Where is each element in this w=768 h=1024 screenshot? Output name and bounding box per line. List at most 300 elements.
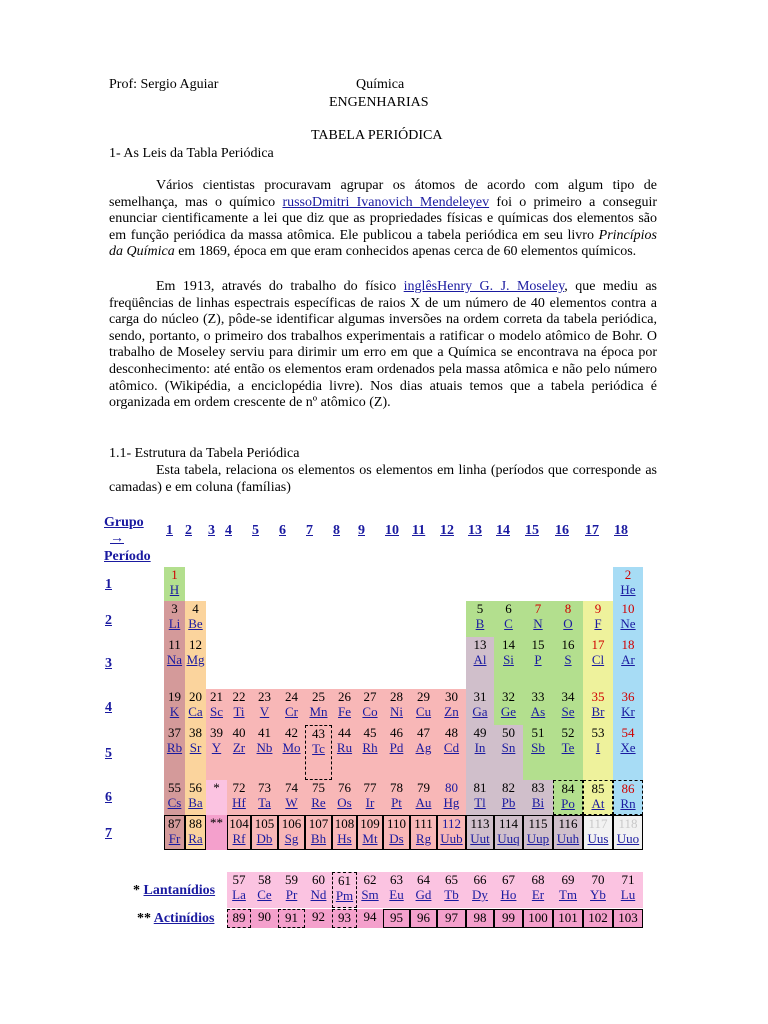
element-cell[interactable]	[613, 689, 643, 725]
element-cell[interactable]	[206, 815, 227, 850]
element-cell[interactable]	[305, 725, 332, 780]
element-cell[interactable]	[206, 725, 227, 780]
group-14-link[interactable]: 14	[496, 523, 510, 538]
actinide-cell[interactable]	[383, 909, 410, 928]
element-cell[interactable]	[305, 780, 332, 815]
element-symbol[interactable]: Hs	[337, 831, 352, 846]
atomic-number: 54	[621, 725, 635, 740]
element-symbol[interactable]: Dy	[472, 887, 488, 902]
element-symbol[interactable]: Po	[561, 796, 575, 811]
element-symbol[interactable]: Si	[503, 652, 514, 667]
atomic-number: 9	[594, 601, 602, 616]
atomic-number: 92	[312, 909, 325, 924]
atomic-number: 81	[473, 780, 487, 795]
element-cell[interactable]	[523, 689, 553, 725]
element-symbol[interactable]: I	[595, 740, 601, 755]
element-cell[interactable]	[278, 725, 305, 780]
element-cell[interactable]	[523, 780, 553, 815]
actinide-cell[interactable]	[494, 909, 523, 928]
element-symbol[interactable]: Hg	[443, 795, 460, 810]
element-cell[interactable]	[553, 689, 583, 725]
element-symbol[interactable]: Uup	[526, 831, 550, 846]
actinide-cell[interactable]	[278, 909, 305, 928]
atomic-number: 15	[531, 637, 545, 652]
element-cell[interactable]	[251, 725, 278, 780]
element-symbol[interactable]: Sm	[361, 887, 379, 902]
lanthanide-cell[interactable]	[251, 872, 278, 908]
element-symbol[interactable]: Ir	[365, 795, 375, 810]
element-cell[interactable]	[613, 780, 643, 815]
element-symbol[interactable]: Rf	[232, 831, 246, 846]
arrow-link[interactable]: →	[110, 531, 124, 546]
element-symbol[interactable]: Al	[473, 652, 487, 667]
element-symbol[interactable]: Cr	[285, 704, 298, 719]
element-cell[interactable]	[278, 815, 305, 850]
element-cell[interactable]	[305, 689, 332, 725]
atomic-number: 103	[618, 910, 638, 925]
group-15-link[interactable]: 15	[525, 523, 539, 538]
element-cell[interactable]	[305, 815, 332, 850]
element-symbol[interactable]: B	[475, 616, 485, 631]
group-5-link[interactable]: 5	[252, 523, 259, 538]
element-cell[interactable]	[164, 780, 185, 815]
element-symbol[interactable]: V	[259, 704, 270, 719]
element-symbol[interactable]: Fe	[338, 704, 351, 719]
actinide-cell[interactable]	[227, 909, 251, 928]
element-cell[interactable]	[206, 689, 227, 725]
atomic-number: 96	[417, 910, 430, 925]
element-symbol[interactable]: Ta	[258, 795, 271, 810]
atomic-number: 77	[363, 780, 377, 795]
element-symbol[interactable]: P	[534, 652, 542, 667]
element-cell[interactable]	[613, 601, 643, 637]
element-cell[interactable]	[494, 725, 523, 780]
lanthanide-cell[interactable]	[227, 872, 251, 908]
element-cell[interactable]	[227, 815, 251, 850]
element-symbol[interactable]: Mt	[362, 831, 378, 846]
atomic-number: 25	[312, 689, 325, 704]
element-symbol[interactable]: Sn	[501, 740, 516, 755]
element-symbol[interactable]: Pb	[501, 795, 516, 810]
atomic-number: 90	[258, 909, 271, 924]
element-symbol[interactable]: Li	[168, 616, 181, 631]
paragraph-structure: Esta tabela, relaciona os elementos os elementos em linha (períodos que corresponde as camadas) e em coluna (famílias)	[109, 463, 657, 495]
element-symbol[interactable]: C	[504, 616, 513, 631]
element-symbol[interactable]: He	[620, 582, 636, 597]
lanthanide-cell[interactable]	[305, 872, 332, 908]
group-16-link[interactable]: 16	[555, 523, 569, 538]
element-cell[interactable]	[278, 689, 305, 725]
group-2-link[interactable]: 2	[185, 523, 192, 538]
element-symbol[interactable]: Fr	[168, 831, 181, 846]
group-9-link[interactable]: 9	[358, 523, 365, 538]
element-symbol[interactable]: Se	[561, 704, 575, 719]
element-symbol[interactable]: F	[594, 616, 602, 631]
actinide-cell[interactable]	[583, 909, 613, 928]
lanthanide-cell[interactable]	[613, 872, 643, 908]
element-cell[interactable]	[164, 815, 185, 850]
element-cell[interactable]	[523, 815, 553, 850]
period-3-link[interactable]: 3	[105, 656, 112, 671]
element-symbol[interactable]: Pt	[391, 795, 402, 810]
element-symbol[interactable]: Rn	[620, 796, 636, 811]
lanthanide-cell[interactable]	[437, 872, 466, 908]
element-symbol[interactable]: Te	[561, 740, 575, 755]
paragraph-moseley: Em 1913, através do trabalho do físico inglêsHenry G. J. Moseley, que mediu as freqüências de linhas espectrais específicas de raios X de um número de 40 elementos contra a carga do núcleo (Z), pôde-se identificar algumas inversões na ordem correta da tabela periódica, sendo, portanto, o primeiro dos trabalhos experimentais a ratificar o modelo atômico de Bohr. O trabalho de Moseley serviu para dirimir um erro em que a Química se encontrava na época por desconhecimento: até então os elementos eram ordenados pela massa atômica e não pelo número atômico. (Wikipédia, a enciclopédia livre). Nos dias atuais temos que a tabela periódica é organizada em ordem crescente de nº atômico (Z).	[109, 279, 657, 411]
element-cell[interactable]	[437, 780, 466, 815]
atomic-number: 94	[363, 909, 377, 924]
element-cell[interactable]	[466, 780, 494, 815]
atomic-number: 117	[588, 816, 608, 831]
element-symbol[interactable]: Nb	[256, 740, 273, 755]
element-symbol[interactable]: Eu	[389, 887, 404, 902]
atomic-number: 72	[232, 780, 246, 795]
element-cell[interactable]	[466, 725, 494, 780]
element-symbol[interactable]: Rb	[166, 740, 183, 755]
element-cell[interactable]	[466, 815, 494, 850]
element-symbol[interactable]: Re	[311, 795, 326, 810]
element-symbol[interactable]: Gd	[415, 887, 432, 902]
atomic-number: 111	[414, 816, 433, 831]
element-symbol[interactable]: Ag	[415, 740, 432, 755]
atomic-number: 5	[476, 601, 484, 616]
element-symbol[interactable]: Ru	[336, 740, 353, 755]
element-symbol[interactable]: Br	[591, 704, 605, 719]
element-symbol[interactable]: Na	[166, 652, 183, 667]
element-symbol[interactable]: Tc	[312, 741, 325, 756]
atomic-number: 24	[285, 689, 298, 704]
element-symbol[interactable]: Cl	[591, 652, 605, 667]
element-symbol[interactable]: Bh	[310, 831, 327, 846]
element-symbol[interactable]: N	[533, 616, 543, 631]
element-symbol[interactable]: Ge	[500, 704, 517, 719]
group-18-link[interactable]: 18	[614, 523, 628, 538]
element-symbol[interactable]: Uut	[470, 831, 490, 846]
element-cell[interactable]	[278, 780, 305, 815]
element-symbol[interactable]: Cs	[167, 795, 182, 810]
atomic-number: 3	[171, 601, 178, 616]
atomic-number: 115	[528, 816, 548, 831]
actinide-cell[interactable]	[305, 909, 332, 928]
element-cell[interactable]	[227, 725, 251, 780]
element-cell[interactable]	[437, 725, 466, 780]
atomic-number: 52	[561, 725, 575, 740]
atomic-number: 17	[591, 637, 605, 652]
element-cell[interactable]	[583, 815, 613, 850]
element-symbol[interactable]: Ca	[188, 704, 203, 719]
atomic-number: 46	[390, 725, 403, 740]
element-cell[interactable]	[494, 780, 523, 815]
element-cell[interactable]	[553, 637, 583, 689]
element-cell[interactable]	[332, 725, 357, 780]
period-4-link[interactable]: 4	[105, 700, 112, 715]
element-cell[interactable]	[185, 689, 206, 725]
element-cell[interactable]	[583, 637, 613, 689]
atomic-number: 45	[363, 725, 377, 740]
element-cell[interactable]	[410, 689, 437, 725]
period-2-link[interactable]: 2	[105, 613, 112, 628]
element-symbol[interactable]: Ra	[188, 831, 203, 846]
element-cell[interactable]	[164, 689, 185, 725]
atomic-number: 82	[502, 780, 515, 795]
atomic-number: 105	[254, 816, 275, 831]
element-symbol[interactable]: Tl	[474, 795, 486, 810]
element-cell[interactable]	[357, 689, 383, 725]
element-symbol[interactable]: Kr	[621, 704, 635, 719]
element-cell[interactable]	[437, 689, 466, 725]
element-symbol[interactable]: S	[564, 652, 572, 667]
lanthanide-cell[interactable]	[383, 872, 410, 908]
element-symbol[interactable]: K	[169, 704, 180, 719]
actinide-cell[interactable]	[553, 909, 583, 928]
lanthanide-cell[interactable]	[410, 872, 437, 908]
element-symbol[interactable]: Tm	[558, 887, 578, 902]
element-cell[interactable]	[613, 567, 643, 601]
element-cell[interactable]	[227, 780, 251, 815]
element-cell[interactable]	[523, 637, 553, 689]
element-cell[interactable]	[332, 780, 357, 815]
atomic-number: 59	[285, 872, 298, 887]
element-cell[interactable]	[357, 780, 383, 815]
grupo-header-link[interactable]: Grupo	[104, 515, 144, 530]
element-symbol[interactable]: Ni	[390, 704, 403, 719]
atomic-number: 33	[531, 689, 545, 704]
element-symbol[interactable]: Nd	[310, 887, 327, 902]
atomic-number: 91	[285, 910, 298, 925]
element-symbol[interactable]: Uuq	[497, 831, 520, 846]
atomic-number: 118	[618, 816, 638, 831]
group-11-link[interactable]: 11	[412, 523, 426, 538]
element-symbol[interactable]: Db	[256, 831, 273, 846]
element-cell[interactable]	[357, 815, 383, 850]
atomic-number: 36	[621, 689, 635, 704]
element-symbol[interactable]: Uus	[587, 831, 609, 846]
element-cell[interactable]	[553, 725, 583, 780]
element-symbol[interactable]: Co	[362, 704, 378, 719]
element-cell[interactable]	[553, 601, 583, 637]
element-cell[interactable]	[227, 689, 251, 725]
element-symbol[interactable]: Cd	[443, 740, 460, 755]
element-cell[interactable]	[410, 780, 437, 815]
period-5-link[interactable]: 5	[105, 746, 112, 761]
lanthanide-label: * Lantanídios	[133, 883, 216, 898]
element-symbol[interactable]: Lu	[620, 887, 636, 902]
group-4-link[interactable]: 4	[225, 523, 232, 538]
element-symbol[interactable]: Yb	[590, 887, 606, 902]
element-symbol[interactable]: Sr	[189, 740, 202, 755]
element-symbol[interactable]: Pd	[389, 740, 404, 755]
element-symbol[interactable]: Au	[415, 795, 432, 810]
element-cell[interactable]	[613, 725, 643, 780]
element-cell[interactable]	[583, 780, 613, 815]
element-symbol[interactable]: In	[474, 740, 486, 755]
atomic-number: 62	[363, 872, 377, 887]
element-cell[interactable]	[583, 725, 613, 780]
group-10-link[interactable]: 10	[385, 523, 399, 538]
element-cell[interactable]	[466, 689, 494, 725]
element-symbol[interactable]: Ds	[389, 831, 404, 846]
group-8-link[interactable]: 8	[333, 523, 340, 538]
element-cell[interactable]	[466, 637, 494, 689]
section-heading-1-1: 1.1- Estrutura da Tabela Periódica	[109, 446, 300, 461]
actinide-cell[interactable]	[332, 909, 357, 928]
element-symbol[interactable]: Xe	[620, 740, 636, 755]
element-symbol[interactable]: Y	[211, 740, 222, 755]
element-cell[interactable]	[523, 725, 553, 780]
element-symbol[interactable]: Mn	[309, 704, 328, 719]
element-symbol[interactable]: Be	[188, 616, 203, 631]
element-cell[interactable]	[251, 689, 278, 725]
element-symbol[interactable]: Rg	[415, 831, 432, 846]
lanthanide-cell[interactable]	[583, 872, 613, 908]
element-symbol[interactable]: Zr	[232, 740, 246, 755]
element-symbol[interactable]: Uuh	[556, 831, 580, 846]
element-cell[interactable]	[185, 601, 206, 637]
element-cell[interactable]	[466, 601, 494, 637]
element-symbol[interactable]: H	[169, 582, 180, 597]
element-symbol[interactable]: Sg	[284, 831, 299, 846]
actinide-cell[interactable]	[357, 909, 383, 928]
lanthanide-cell[interactable]	[553, 872, 583, 908]
group-13-link[interactable]: 13	[468, 523, 482, 538]
actinide-cell[interactable]	[466, 909, 494, 928]
actinide-cell[interactable]	[523, 909, 553, 928]
atomic-number: 84	[561, 781, 575, 796]
element-symbol[interactable]: Ar	[621, 652, 635, 667]
element-cell[interactable]	[164, 567, 185, 601]
element-cell[interactable]	[332, 689, 357, 725]
atomic-number: 70	[591, 872, 605, 887]
element-cell[interactable]	[437, 815, 466, 850]
element-cell[interactable]	[206, 780, 227, 815]
element-cell[interactable]	[494, 815, 523, 850]
element-symbol[interactable]: Ho	[500, 887, 517, 902]
element-symbol[interactable]: Cu	[415, 704, 432, 719]
element-symbol[interactable]: Uuo	[616, 831, 640, 846]
period-7-link[interactable]: 7	[105, 826, 112, 841]
element-cell[interactable]	[185, 637, 206, 689]
element-cell[interactable]	[383, 815, 410, 850]
actinide-cell[interactable]	[613, 909, 643, 928]
element-cell[interactable]	[383, 689, 410, 725]
element-symbol[interactable]: Ce	[257, 887, 272, 902]
element-symbol[interactable]: O	[563, 616, 573, 631]
periodo-header-link[interactable]: Período	[104, 549, 151, 564]
element-cell[interactable]	[613, 637, 643, 689]
element-cell[interactable]	[185, 815, 206, 850]
actinide-cell[interactable]	[410, 909, 437, 928]
group-7-link[interactable]: 7	[306, 523, 313, 538]
element-symbol[interactable]: Sc	[210, 704, 223, 719]
atomic-number: 74	[285, 780, 298, 795]
period-6-link[interactable]: 6	[105, 790, 112, 805]
element-cell[interactable]	[494, 637, 523, 689]
element-symbol[interactable]: Mg	[186, 652, 205, 667]
element-symbol[interactable]: Hf	[232, 795, 246, 810]
actinide-cell[interactable]	[251, 909, 278, 928]
element-cell[interactable]	[383, 725, 410, 780]
element-cell[interactable]	[583, 601, 613, 637]
element-cell[interactable]	[494, 601, 523, 637]
element-symbol[interactable]: Er	[531, 887, 545, 902]
lanthanide-cell[interactable]	[278, 872, 305, 908]
element-cell[interactable]	[583, 689, 613, 725]
element-symbol[interactable]: Ga	[472, 704, 488, 719]
element-cell[interactable]	[332, 815, 357, 850]
period-1-link[interactable]: 1	[105, 577, 112, 592]
group-1-link[interactable]: 1	[166, 523, 173, 538]
element-cell[interactable]	[357, 725, 383, 780]
element-symbol[interactable]: At	[591, 796, 605, 811]
element-symbol[interactable]: W	[285, 795, 298, 810]
element-cell[interactable]	[613, 815, 643, 850]
lanthanide-cell[interactable]	[494, 872, 523, 908]
element-symbol[interactable]: Uub	[440, 831, 463, 846]
element-cell[interactable]	[164, 601, 185, 637]
element-symbol[interactable]: Mo	[282, 740, 301, 755]
atomic-number: 21	[210, 689, 223, 704]
element-symbol[interactable]: Zn	[444, 704, 459, 719]
group-3-link[interactable]: 3	[208, 523, 215, 538]
element-cell[interactable]	[553, 815, 583, 850]
lanthanide-cell[interactable]	[332, 872, 357, 908]
element-cell[interactable]	[185, 725, 206, 780]
element-cell[interactable]	[410, 815, 437, 850]
element-symbol[interactable]: Ne	[620, 616, 636, 631]
element-symbol[interactable]: Pr	[285, 887, 298, 902]
element-cell[interactable]	[494, 689, 523, 725]
element-cell[interactable]	[410, 725, 437, 780]
element-cell[interactable]	[553, 780, 583, 815]
link-moseley[interactable]: inglêsHenry G. J. Moseley	[403, 279, 565, 294]
atomic-number: 85	[591, 781, 605, 796]
element-cell[interactable]	[185, 780, 206, 815]
link-mendeleyev[interactable]: russoDmitri Ivanovich Mendeleyev	[282, 194, 490, 210]
element-symbol[interactable]: La	[232, 887, 246, 902]
element-symbol[interactable]: Ti	[233, 704, 245, 719]
lanthanide-cell[interactable]	[466, 872, 494, 908]
element-symbol[interactable]: Os	[337, 795, 352, 810]
atomic-number: 48	[445, 725, 458, 740]
element-symbol[interactable]: Ba	[188, 795, 203, 810]
element-symbol[interactable]: Rh	[362, 740, 378, 755]
group-17-link[interactable]: 17	[585, 523, 599, 538]
element-cell[interactable]	[164, 637, 185, 689]
element-cell[interactable]	[383, 780, 410, 815]
element-symbol[interactable]: Tb	[444, 887, 459, 902]
element-symbol[interactable]: Sb	[531, 740, 545, 755]
atomic-number: 100	[528, 910, 548, 925]
lanthanide-link[interactable]: Lantanídios	[143, 883, 216, 898]
element-cell[interactable]	[523, 601, 553, 637]
lanthanide-cell[interactable]	[523, 872, 553, 908]
atomic-number: 88	[189, 816, 202, 831]
atomic-number: 83	[531, 780, 545, 795]
element-cell[interactable]	[251, 780, 278, 815]
element-cell[interactable]	[251, 815, 278, 850]
actinide-cell[interactable]	[437, 909, 466, 928]
atomic-number: 104	[229, 816, 249, 831]
actinide-link[interactable]: Actinídios	[153, 911, 215, 926]
group-6-link[interactable]: 6	[279, 523, 286, 538]
lanthanide-cell[interactable]	[357, 872, 383, 908]
element-symbol[interactable]: As	[530, 704, 546, 719]
group-12-link[interactable]: 12	[440, 523, 454, 538]
section-heading-1: 1- As Leis da Tabla Periódica	[109, 146, 274, 161]
element-symbol[interactable]: Bi	[531, 795, 545, 810]
element-symbol[interactable]: Pm	[335, 888, 354, 903]
element-cell[interactable]	[164, 725, 185, 780]
